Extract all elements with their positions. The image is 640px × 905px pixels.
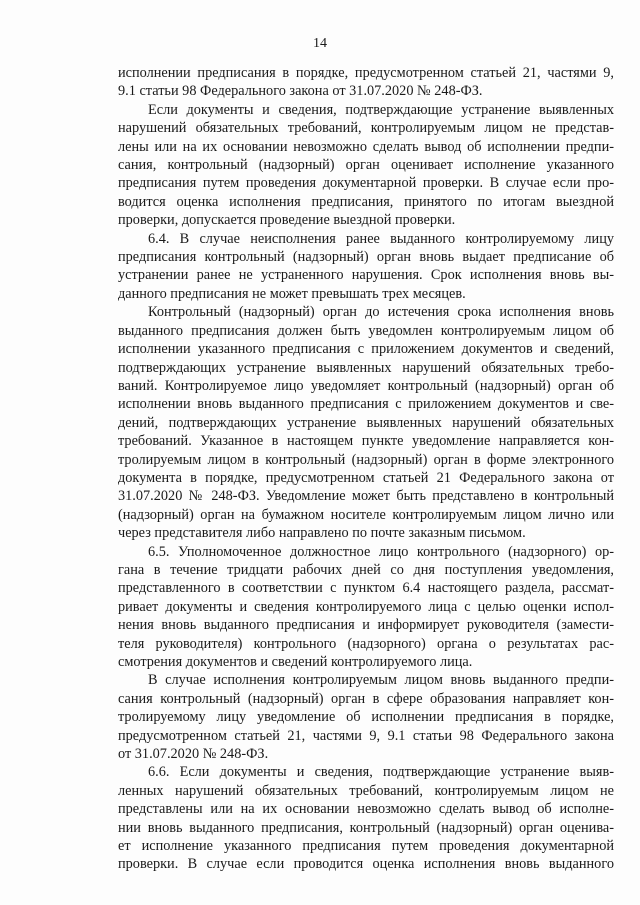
text-line: гана в течение тридцати рабочих дней со дня поступления уведомления,: [118, 561, 614, 578]
paragraph: [118, 543, 614, 672]
text-line: представленного в соответствии с пунктом 6.4 настоящего раздела, рассмат-: [118, 580, 614, 597]
text-line: Контрольный (надзорный) орган до истечения срока исполнения вновь: [148, 304, 614, 321]
text-line: через представителя либо направлено по почте заказным письмом.: [118, 525, 526, 542]
text-line: сания, контрольный (надзорный) орган оценивает исполнение указанного: [118, 157, 614, 174]
text-line: 6.6. Если документы и сведения, подтверждающие устранение выяв-: [148, 764, 614, 781]
text-line: лены или на их основании невозможно сделать вывод об исполнении предпи-: [118, 138, 614, 155]
page-number: 14: [313, 36, 327, 51]
paragraph: [118, 671, 614, 763]
paragraph: [118, 64, 614, 101]
text-line: ривает документы и сведения контролируемого лица с целью оценки испол-: [118, 598, 614, 615]
text-line: (надзорный) орган на бумажном носителе контролируемым лицом лично или: [118, 506, 614, 523]
text-line: водится оценка исполнения предписания, принятого по итогам выездной: [118, 193, 614, 210]
text-line: документа в порядке, предусмотренном статьей 21 Федерального закона от: [118, 469, 614, 486]
paragraph: [118, 763, 614, 873]
text-line: исполнении указанного предписания с приложением документов и сведений,: [118, 341, 614, 358]
text-line: выданного предписания должен быть уведомлен контролируемым лицом об: [118, 322, 614, 339]
text-line: нарушений обязательных требований, контролируемым лицом не представ-: [118, 120, 614, 137]
text-line: предписания контрольный (надзорный) орган вновь выдает предписание об: [118, 249, 614, 266]
text-line: ет исполнение указанного предписания путем проведения документарной: [118, 838, 614, 855]
text-line: предписания путем проведения документарной проверки. В случае если про-: [118, 175, 614, 192]
text-line: представлены или на их основании невозможно сделать вывод об исполне-: [118, 801, 614, 818]
text-line: данного предписания не может превышать трех месяцев.: [118, 285, 466, 302]
text-line: 9.1 статьи 98 Федерального закона от 31.07.2020 № 248-ФЗ.: [118, 83, 483, 100]
text-line: сания контрольный (надзорный) орган в сфере образования направляет кон-: [118, 690, 614, 707]
text-line: Если документы и сведения, подтверждающие устранение выявленных: [148, 101, 614, 118]
text-line: смотрения документов и сведений контролируемого лица.: [118, 654, 473, 670]
text-line: 31.07.2020 № 248-ФЗ. Уведомление может быть представлено в контрольный: [118, 488, 614, 505]
text-line: ленных нарушений обязательных требований, контролируемым лицом не: [118, 782, 614, 799]
text-line: подтверждающих устранение выявленных нарушений обязательных требо-: [118, 359, 614, 376]
text-line: тролируемому лицу уведомление об исполнении предписания в порядке,: [118, 709, 614, 726]
text-line: исполнении предписания в порядке, предусмотренном статьей 21, частями 9,: [118, 65, 614, 81]
text-line: нения вновь выданного предписания и информирует руководителя (замести-: [118, 617, 614, 634]
text-line: требований. Указанное в настоящем пункте уведомление направляется кон-: [118, 433, 614, 450]
text-line: нии вновь выданного предписания, контрольный (надзорный) орган оценива-: [118, 819, 614, 836]
text-line: теля руководителя) контрольного (надзорного) органа о результатах рас-: [118, 635, 614, 652]
text-line: предусмотренном статьей 21, частями 9, 9.1 статьи 98 Федерального закона: [118, 727, 614, 744]
text-line: проверки, допускается проведение выездной проверки.: [118, 212, 456, 229]
paragraph: [118, 303, 614, 542]
text-line: дений, подтверждающих устранение выявленных нарушений обязательных: [118, 414, 614, 431]
text-line: В случае исполнения контролируемым лицом вновь выданного предпи-: [148, 672, 614, 689]
text-line: ваний. Контролируемое лицо уведомляет контрольный (надзорный) орган об: [118, 377, 614, 394]
text-line: тролируемым лицом в контрольный (надзорный) орган в форме электронного: [118, 451, 614, 468]
text-line: 6.4. В случае неисполнения ранее выданного контролируемому лицу: [148, 230, 614, 247]
text-line: от 31.07.2020 № 248-ФЗ.: [118, 746, 269, 763]
text-line: проверки. В случае если проводится оценка исполнения вновь выданного: [118, 856, 614, 873]
paragraph: [118, 101, 614, 230]
text-line: 6.5. Уполномоченное должностное лицо контрольного (надзорного) ор-: [148, 543, 614, 560]
document-body: [118, 64, 614, 874]
text-line: исполнении вновь выданного предписания с приложением документов и све-: [118, 396, 614, 413]
paragraph: [118, 230, 614, 304]
text-line: устранении ранее не устраненного нарушения. Срок исполнения вновь вы-: [118, 267, 614, 284]
